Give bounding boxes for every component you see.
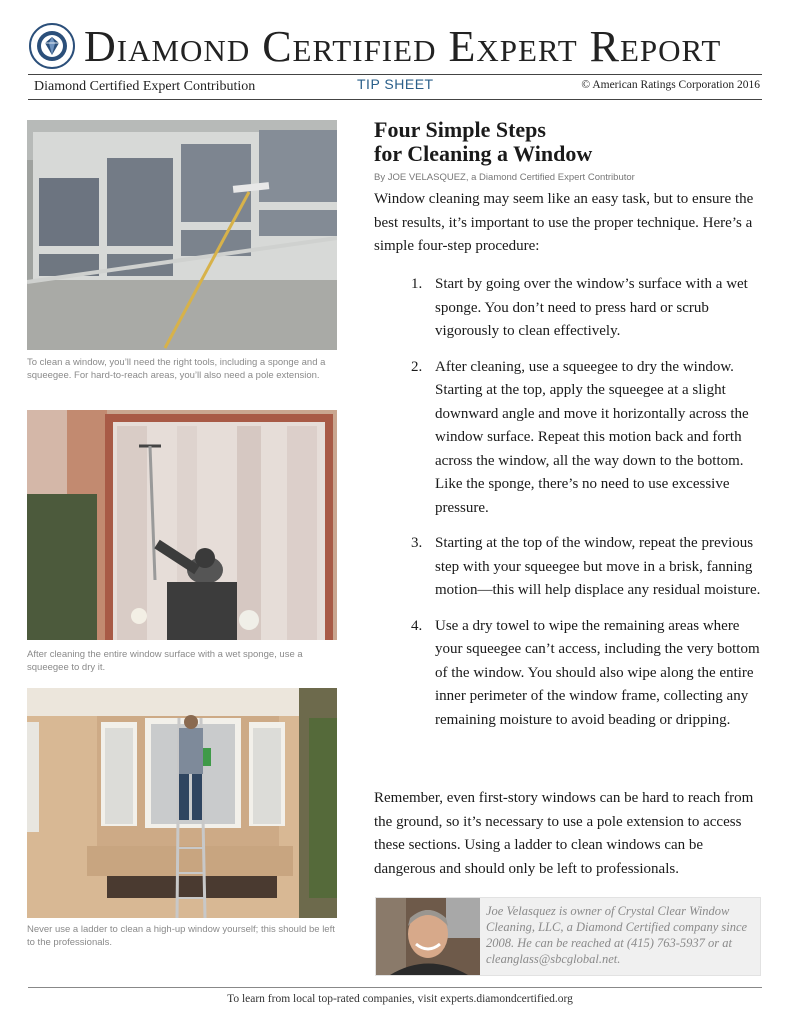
article-intro: Window cleaning may seem like an easy task, but to ensure the best results, it’s important to use the proper technique. Here’s a simple four-step procedure: <box>374 191 754 254</box>
footer-rule <box>28 987 762 988</box>
man-squeegee-window-photo <box>27 410 337 640</box>
photo-caption-3: Never use a ladder to clean a high-up window yourself; this should be left to the professionals. <box>27 924 335 948</box>
step-number: 4. <box>411 617 423 634</box>
article-byline: By JOE VELASQUEZ, a Diamond Certified Expert Contributor <box>374 172 635 183</box>
header-rule-top <box>28 74 762 75</box>
window-pole-extension-photo <box>27 120 337 350</box>
step-text: After cleaning, use a squeegee to dry the window. Starting at the top, apply the squeegee at a slight downward angle and move it horizontally across the window surface. Repeat this motion back and forth across the window, all the way down to the bottom. Like the sponge, there’s no need to use excessive pressure. <box>435 358 749 516</box>
author-box <box>375 897 761 976</box>
step-number: 2. <box>411 358 423 375</box>
author-headshot-photo <box>376 898 480 975</box>
diamond-certified-seal-icon <box>28 22 76 70</box>
step-text: Use a dry towel to wipe the remaining areas where your squeegee can’t access, including the very bottom of the window. You should also wipe along the entire inner perimeter of the window frame, collecting any remaining moisture to avoid beading or dripping. <box>435 617 760 728</box>
tip-sheet-label: TIP SHEET <box>357 76 434 92</box>
masthead-title: Diamond Certified Expert Report <box>84 22 722 71</box>
article-title <box>374 118 764 166</box>
footer-text: To learn from local top-rated companies, visit experts.diamondcertified.org <box>227 993 573 1005</box>
article-title-line-2: for Cleaning a Window <box>374 141 593 166</box>
header-contribution-label: Diamond Certified Expert Contribution <box>34 79 256 94</box>
header-rule-bottom <box>28 99 762 100</box>
step-number: 3. <box>411 535 423 551</box>
article-outro: Remember, even first-story windows can be hard to reach from the ground, so it’s necessary to use a pole extension to access these sections. Using a ladder to clean windows can be dangerous and should only be left to professionals. <box>374 790 754 877</box>
photo-caption-2: After cleaning the entire window surface with a wet sponge, use a squeegee to dry it. <box>27 649 303 673</box>
list-item <box>405 615 765 733</box>
step-text: Start by going over the window’s surface with a wet sponge. You don’t need to press hard or scrub vigorously to clean effectively. <box>435 276 748 339</box>
list-item <box>405 532 765 603</box>
article-title-line-1: Four Simple Steps <box>374 117 546 142</box>
steps-list <box>405 273 765 744</box>
step-number: 1. <box>411 276 423 292</box>
photo-caption-1: To clean a window, you’ll need the right tools, including a sponge and a squeegee. For hard-to-reach areas, you’ll also need a pole extension. <box>27 357 326 381</box>
list-item <box>405 356 765 521</box>
man-on-ladder-photo <box>27 688 337 918</box>
copyright-label: © American Ratings Corporation 2016 <box>581 79 760 91</box>
list-item <box>405 273 765 344</box>
step-text: Starting at the top of the window, repeat the previous step with your squeegee but move in a brisk, fanning motion—this will help displace any residual moisture. <box>435 535 761 598</box>
author-bio: Joe Velasquez is owner of Crystal Clear Window Cleaning, LLC, a Diamond Certified company since 2008. He can be reached at (415) 763-5937 or at cleanglass@sbcglobal.net. <box>486 904 748 966</box>
